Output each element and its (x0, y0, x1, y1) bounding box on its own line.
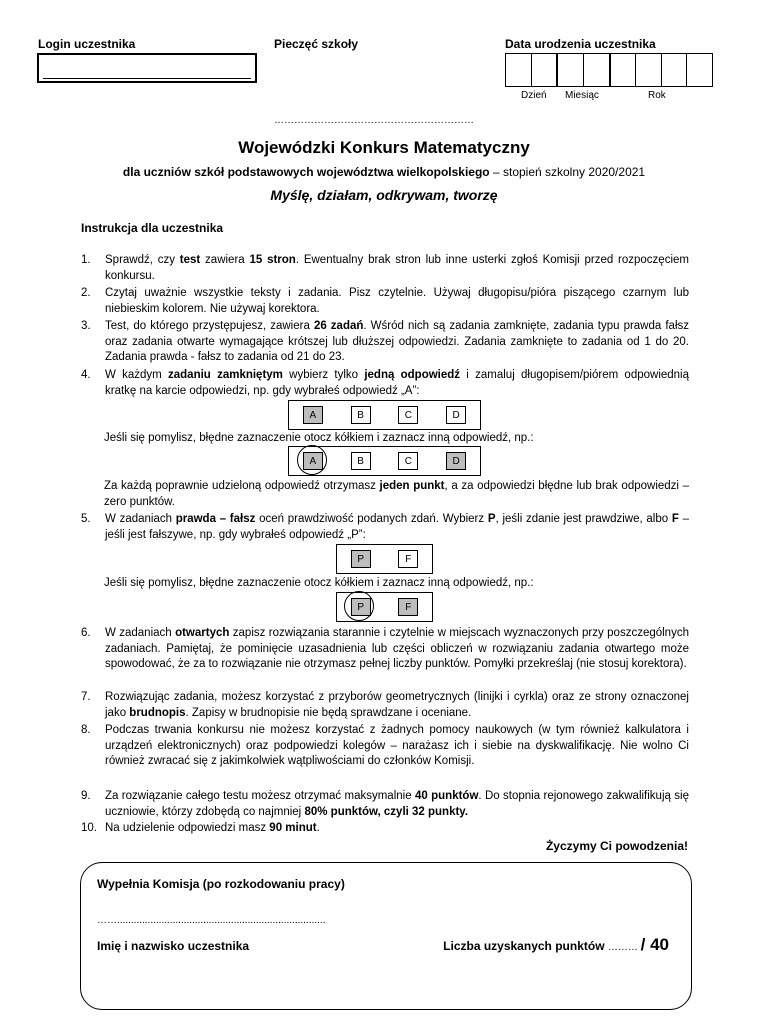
option-b: B (351, 406, 371, 424)
option-a-circled: A (303, 452, 323, 470)
mistake-note-abcd: Jeśli się pomylisz, błędne zaznaczenie otocz kółkiem i zaznacz inną odpowiedź, np.: (104, 432, 534, 444)
name-dots[interactable]: ……........................................................................... (97, 915, 326, 926)
answer-example-pf (336, 544, 433, 574)
option-d-marked: D (446, 452, 466, 470)
answer-example-abcd (288, 400, 481, 430)
option-d: D (446, 406, 466, 424)
option-f-marked: F (398, 598, 418, 616)
option-p-marked: P (351, 550, 371, 568)
month-label: Miesiąc (565, 90, 599, 101)
correction-circle (297, 445, 327, 475)
instruction-item-10: 10. Na udzielenie odpowiedzi masz 90 minut. (81, 822, 320, 834)
login-field[interactable] (37, 53, 257, 83)
day-label: Dzień (521, 90, 547, 101)
instruction-item-5: 5. W zadaniach prawda – fałsz oceń prawdziwość podanych zdań. Wybierz P, jeśli zdanie jest prawdziwe, albo F – jeśli jest fałszywe, np. gdy wybrałeś odpowiedź „P”: (81, 513, 689, 541)
commission-title: Wypełnia Komisja (po rozkodowaniu pracy) (97, 877, 345, 891)
participant-name-label: Imię i nazwisko uczestnika (97, 939, 250, 953)
instruction-item-8: 8. Podczas trwania konkursu nie możesz korzystać z żadnych pomocy naukowych (w tym również kalkulatora i urządzeń elektronicznych) oraz podpowiedzi kolegów – narażasz ich i siebie na dyskwalifikację. Nie wolno Ci również zwracać się z jakimkolwiek wątpliwościami do członków Komisji. (81, 724, 689, 767)
option-c: C (398, 452, 418, 470)
birthdate-field[interactable] (505, 53, 713, 87)
stamp-dots: …………………………………………………… (274, 115, 474, 126)
year-label: Rok (648, 90, 666, 101)
birthdate-label: Data urodzenia uczestnika (505, 37, 656, 51)
score-field[interactable]: Liczba uzyskanych punktów ……… / 40 (443, 935, 669, 954)
motto: Myślę, działam, odkrywam, tworzę (270, 187, 498, 203)
login-label: Login uczestnika (38, 37, 136, 51)
instruction-item-3: 3. Test, do którego przystępujesz, zawiera 26 zadań. Wśród nich są zadania zamknięte, zadania typu prawda fałsz oraz zadania otwarte wymagające krótszej lub dłuższej odpowiedzi. Zadania zamknięte to zadania od 1 do 20. Zadania prawda - fałsz to zadania od 21 do 23. (81, 320, 690, 363)
commission-box (80, 862, 692, 1010)
page-title: Wojewódzki Konkurs Matematyczny (238, 138, 530, 157)
correction-circle-pf (344, 591, 374, 621)
option-f: F (398, 550, 418, 568)
instruction-item-1: 1. Sprawdź, czy test zawiera 15 stron. Ewentualny brak stron lub inne usterki zgłoś Komisji przed rozpoczęciem konkursu. (81, 254, 689, 282)
instruction-item-9: 9. Za rozwiązanie całego testu możesz otrzymać maksymalnie 40 punktów. Do stopnia rejonowego zakwalifikują się uczniowie, którzy zdobędą co najmniej 80% punktów, czyli 32 punkty. (81, 790, 689, 818)
school-stamp-label: Pieczęć szkoły (274, 37, 359, 51)
instruction-item-4: 4. W każdym zadaniu zamkniętym wybierz tylko jedną odpowiedź i zamaluj długopisem/piórem odpowiednią kratkę na karcie odpowiedzi, np. gdy wybrałeś odpowiedź „A”: (81, 369, 690, 397)
option-p-circled: P (351, 598, 371, 616)
instruction-item-7: 7. Rozwiązując zadania, możesz korzystać z przyborów geometrycznych (linijki i cyrkla) oraz ze strony oznaczonej jako brudnopis. Zapisy w brudnopisie nie będą sprawdzane i oceniane. (81, 691, 689, 719)
option-b: B (351, 452, 371, 470)
option-a-marked: A (303, 406, 323, 424)
instructions-title: Instrukcja dla uczestnika (81, 221, 224, 235)
instruction-item-2: 2. Czytaj uważnie wszystkie teksty i zadania. Pisz czytelnie. Używaj długopisu/pióra piszącego czarnym lub niebieskim kolorem. Nie używaj korektora. (81, 287, 689, 315)
subtitle: dla uczniów szkół podstawowych województwa wielkopolskiego – stopień szkolny 2020/2021 (122, 165, 646, 179)
points-note: Za każdą poprawnie udzieloną odpowiedź otrzymasz jeden punkt, a za odpowiedzi błędne lub brak odpowiedzi – zero punktów. (104, 480, 689, 508)
good-luck-wish: Życzymy Ci powodzenia! (545, 839, 688, 853)
mistake-note-pf: Jeśli się pomylisz, błędne zaznaczenie otocz kółkiem i zaznacz inną odpowiedź, np.: (104, 577, 534, 589)
option-c: C (398, 406, 418, 424)
instruction-item-6: 6. W zadaniach otwartych zapisz rozwiązania starannie i czytelnie w miejscach wyznaczonych przy poszczególnych zadaniach. Pamiętaj, że pominięcie uzasadnienia lub części obliczeń w rozwiązaniu zadania otwartego może spowodować, że za to rozwiązanie nie otrzymasz pełnej liczby punktów. Pomyłki przekreślaj (nie stosuj korektora). (81, 627, 689, 670)
